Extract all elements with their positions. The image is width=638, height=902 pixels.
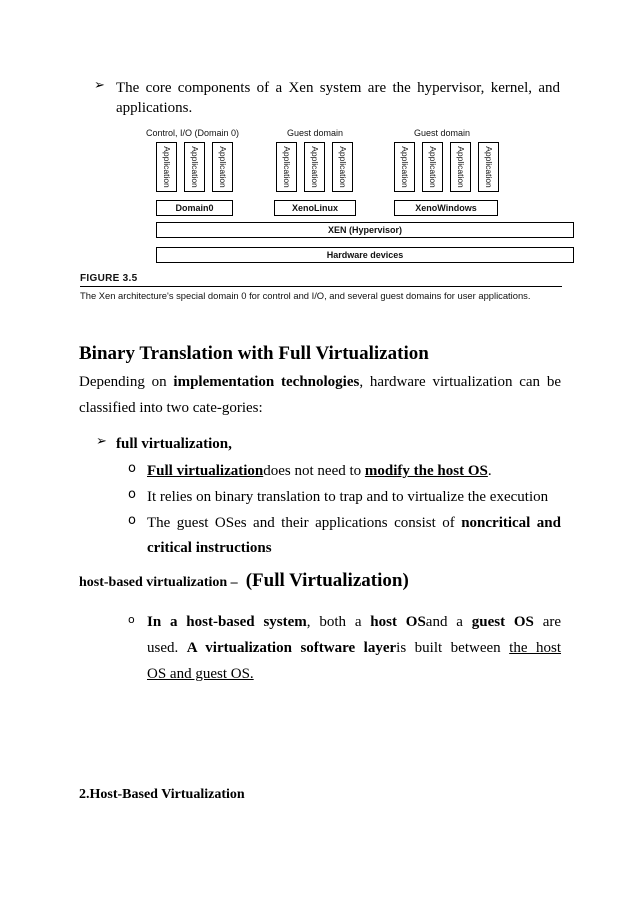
host-item-line-3 [147,664,254,684]
app-box [332,142,353,192]
app-box [422,142,443,192]
app-box [184,142,205,192]
text: , both a [306,614,362,630]
group-label-guest-1: Guest domain [287,128,344,138]
app-label: Application [483,146,494,188]
xenolinux-box: XenoLinux [274,200,356,216]
group-label-guest-2: Guest domain [414,128,471,138]
bullet-arrow: ➢ [96,434,107,449]
intro-line-1: The core components of a Xen system are the hypervisor, kernel, and [116,80,560,96]
app-label: Application [217,146,228,188]
paragraph-line-1 [79,372,561,392]
app-box [212,142,233,192]
hypervisor-bar: XEN (Hypervisor) [156,222,574,238]
app-box [478,142,499,192]
sub-bullet: o [128,513,136,528]
text: does not need to [263,463,362,479]
text: is built between [396,640,501,656]
app-label: Application [281,146,292,188]
text: are [542,614,562,630]
app-label: Application [427,146,438,188]
footer-heading: 2.Host-Based Virtualization [79,787,245,802]
text: and a [425,614,463,630]
text-bold-underline: modify the host OS [364,463,488,479]
bullet-arrow: ➢ [94,78,105,93]
app-box [156,142,177,192]
app-label: Application [337,146,348,188]
text-bold: host OS [370,614,426,630]
text: . [487,463,492,479]
text: , hardware virtualization can be [359,374,562,390]
app-box [304,142,325,192]
text-bold: noncritical and [461,515,561,531]
app-label: Application [455,146,466,188]
app-box [394,142,415,192]
text-underline: OS and guest OS. [147,666,254,682]
hardware-bar: Hardware devices [156,247,574,263]
text-bold-large: (Full Virtualization) [245,570,409,591]
sub-bullet: o [128,613,135,626]
sub-bullet: o [128,487,136,502]
item-1 [147,461,492,481]
figure-caption: The Xen architecture's special domain 0 for control and I/O, and several guest domains for user applications. [80,290,531,301]
sub-bullet: o [128,461,136,476]
full-virtualization-label: full virtualization, [116,436,232,452]
text-bold: A virtualization software layer [186,640,397,656]
text: used. [147,640,179,656]
paragraph-line-2: classified into two cate-gories: [79,400,263,416]
text-bold: implementation technologies [173,374,360,390]
item-2: It relies on binary translation to trap and to virtualize the execution [147,489,549,505]
group-label-domain0: Control, I/O (Domain 0) [146,128,240,138]
intro-line-2: applications. [116,100,193,116]
host-item-line-1 [147,612,561,632]
app-label: Application [309,146,320,188]
text-bold-underline: Full virtualization [147,463,264,479]
text-underline: the host [509,640,562,656]
text: Depending on [79,374,167,390]
app-box [276,142,297,192]
text-bold: host-based virtualization – [79,575,238,590]
app-label: Application [161,146,172,188]
text-bold: guest OS [471,614,534,630]
item-3-line-2: critical instructions [147,540,272,556]
app-box [450,142,471,192]
host-based-heading [79,570,409,592]
domain0-box: Domain0 [156,200,233,216]
figure-title: FIGURE 3.5 [80,273,138,284]
xenowindows-box: XenoWindows [394,200,498,216]
app-label: Application [399,146,410,188]
app-label: Application [189,146,200,188]
figure-divider [80,286,562,287]
text: The guest OSes and their applications consist of [147,515,455,531]
host-item-line-2 [147,638,561,658]
text-bold: In a host-based system [147,614,307,630]
xen-architecture-figure [80,128,562,308]
item-3-line-1 [147,513,561,533]
section-heading: Binary Translation with Full Virtualization [79,343,429,364]
